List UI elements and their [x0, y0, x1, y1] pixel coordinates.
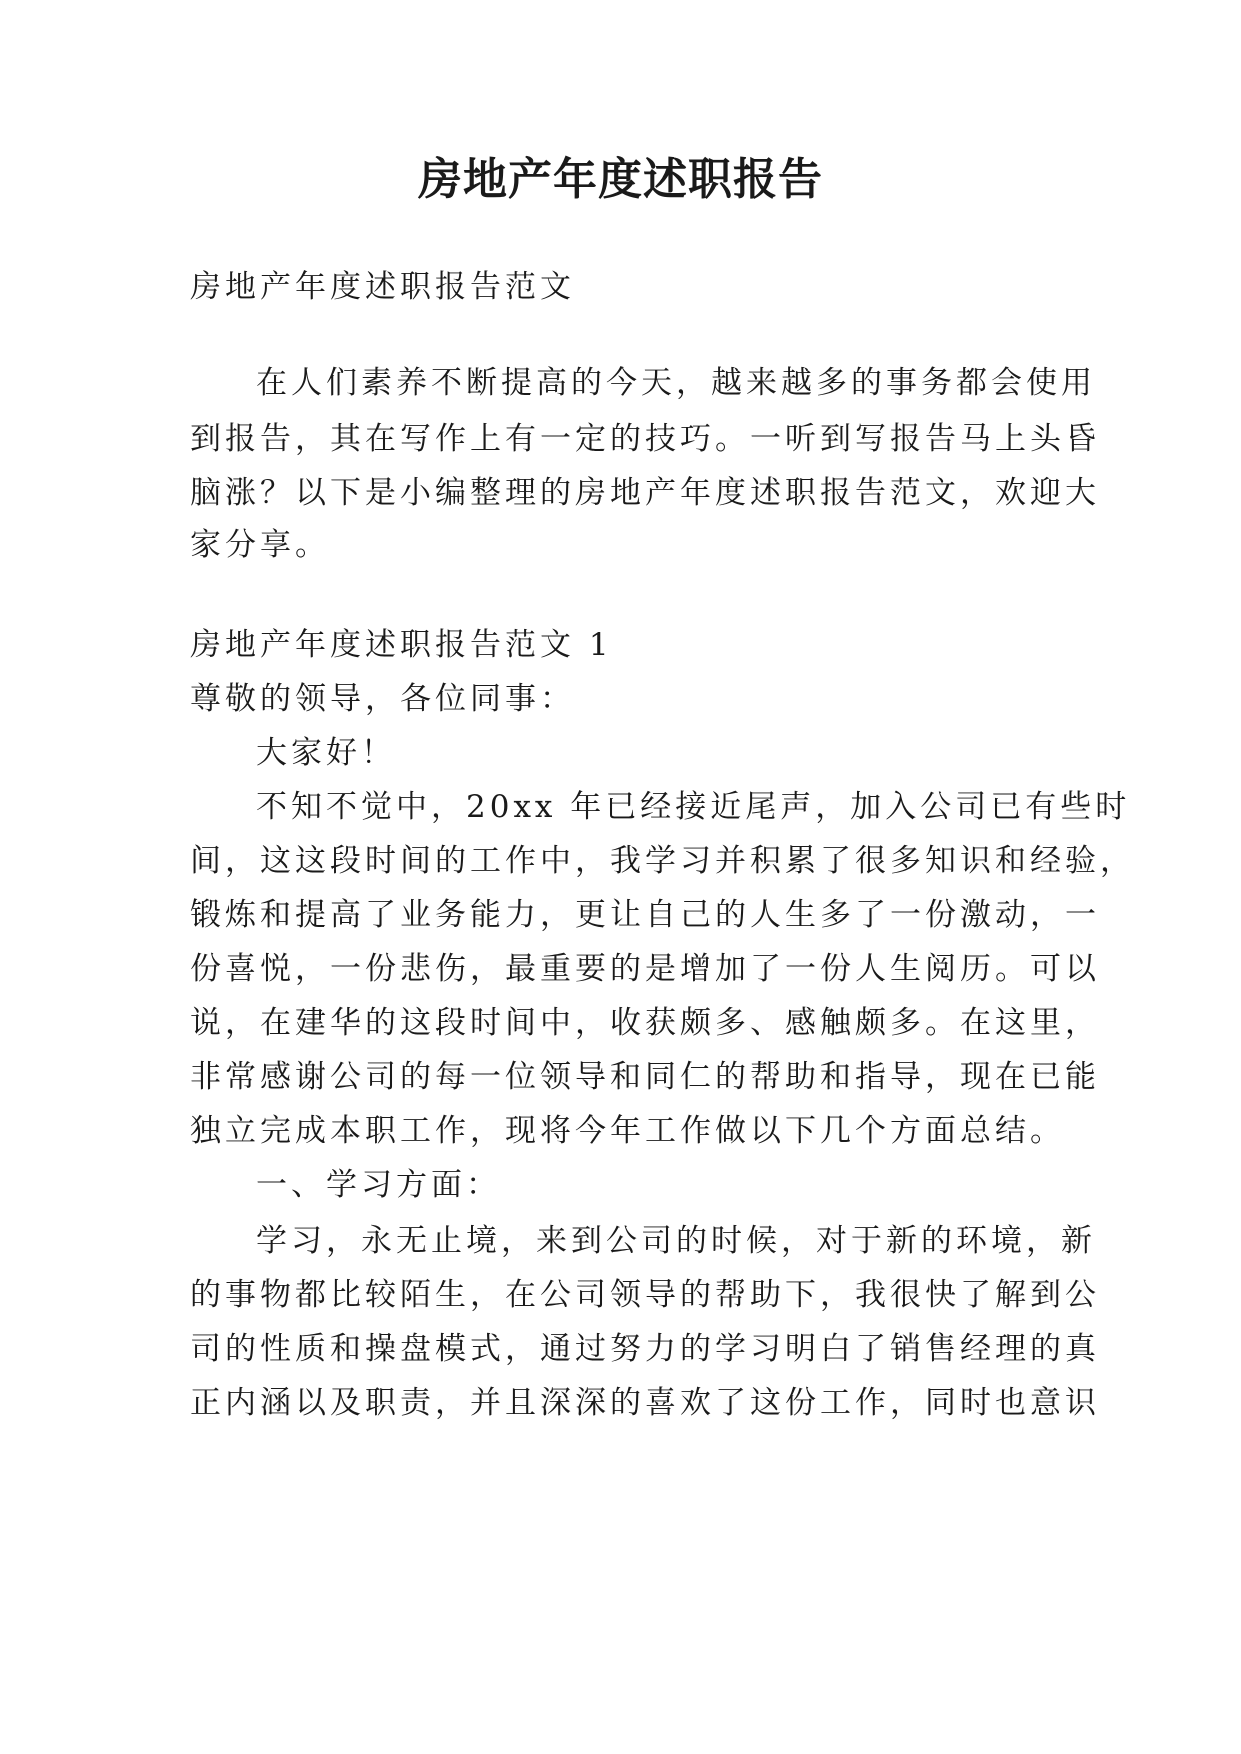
- paragraph-line: 份喜悦，一份悲伤，最重要的是增加了一份人生阅历。可以: [190, 951, 1100, 987]
- subheading: 一、学习方面：: [256, 1167, 501, 1203]
- paragraph-line: 非常感谢公司的每一位领导和同仁的帮助和指导，现在已能: [190, 1059, 1100, 1095]
- intro-line: 脑涨？以下是小编整理的房地产年度述职报告范文，欢迎大: [190, 475, 1100, 511]
- paragraph-line: 正内涵以及职责，并且深深的喜欢了这份工作，同时也意识: [190, 1385, 1100, 1421]
- paragraph-line: 不知不觉中，20xx 年已经接近尾声，加入公司已有些时: [256, 789, 1131, 825]
- subtitle: 房地产年度述职报告范文: [190, 269, 575, 305]
- paragraph-line: 说，在建华的这段时间中，收获颇多、感触颇多。在这里，: [190, 1005, 1100, 1041]
- paragraph-line: 独立完成本职工作，现将今年工作做以下几个方面总结。: [190, 1113, 1065, 1149]
- paragraph-line: 间，这这段时间的工作中，我学习并积累了很多知识和经验，: [190, 843, 1135, 879]
- section-heading: 房地产年度述职报告范文 1: [190, 627, 613, 663]
- intro-line: 在人们素养不断提高的今天，越来越多的事务都会使用: [256, 365, 1096, 401]
- salutation: 尊敬的领导，各位同事：: [190, 681, 575, 717]
- intro-line: 家分享。: [190, 527, 330, 563]
- paragraph-line: 锻炼和提高了业务能力，更让自己的人生多了一份激动，一: [190, 897, 1100, 933]
- paragraph-line: 的事物都比较陌生，在公司领导的帮助下，我很快了解到公: [190, 1277, 1100, 1313]
- paragraph-line: 司的性质和操盘模式，通过努力的学习明白了销售经理的真: [190, 1331, 1100, 1367]
- paragraph-line: 学习，永无止境，来到公司的时候，对于新的环境，新: [256, 1223, 1096, 1259]
- document-title: 房地产年度述职报告: [418, 154, 823, 205]
- intro-line: 到报告，其在写作上有一定的技巧。一听到写报告马上头昏: [190, 421, 1100, 457]
- greeting: 大家好！: [256, 735, 396, 771]
